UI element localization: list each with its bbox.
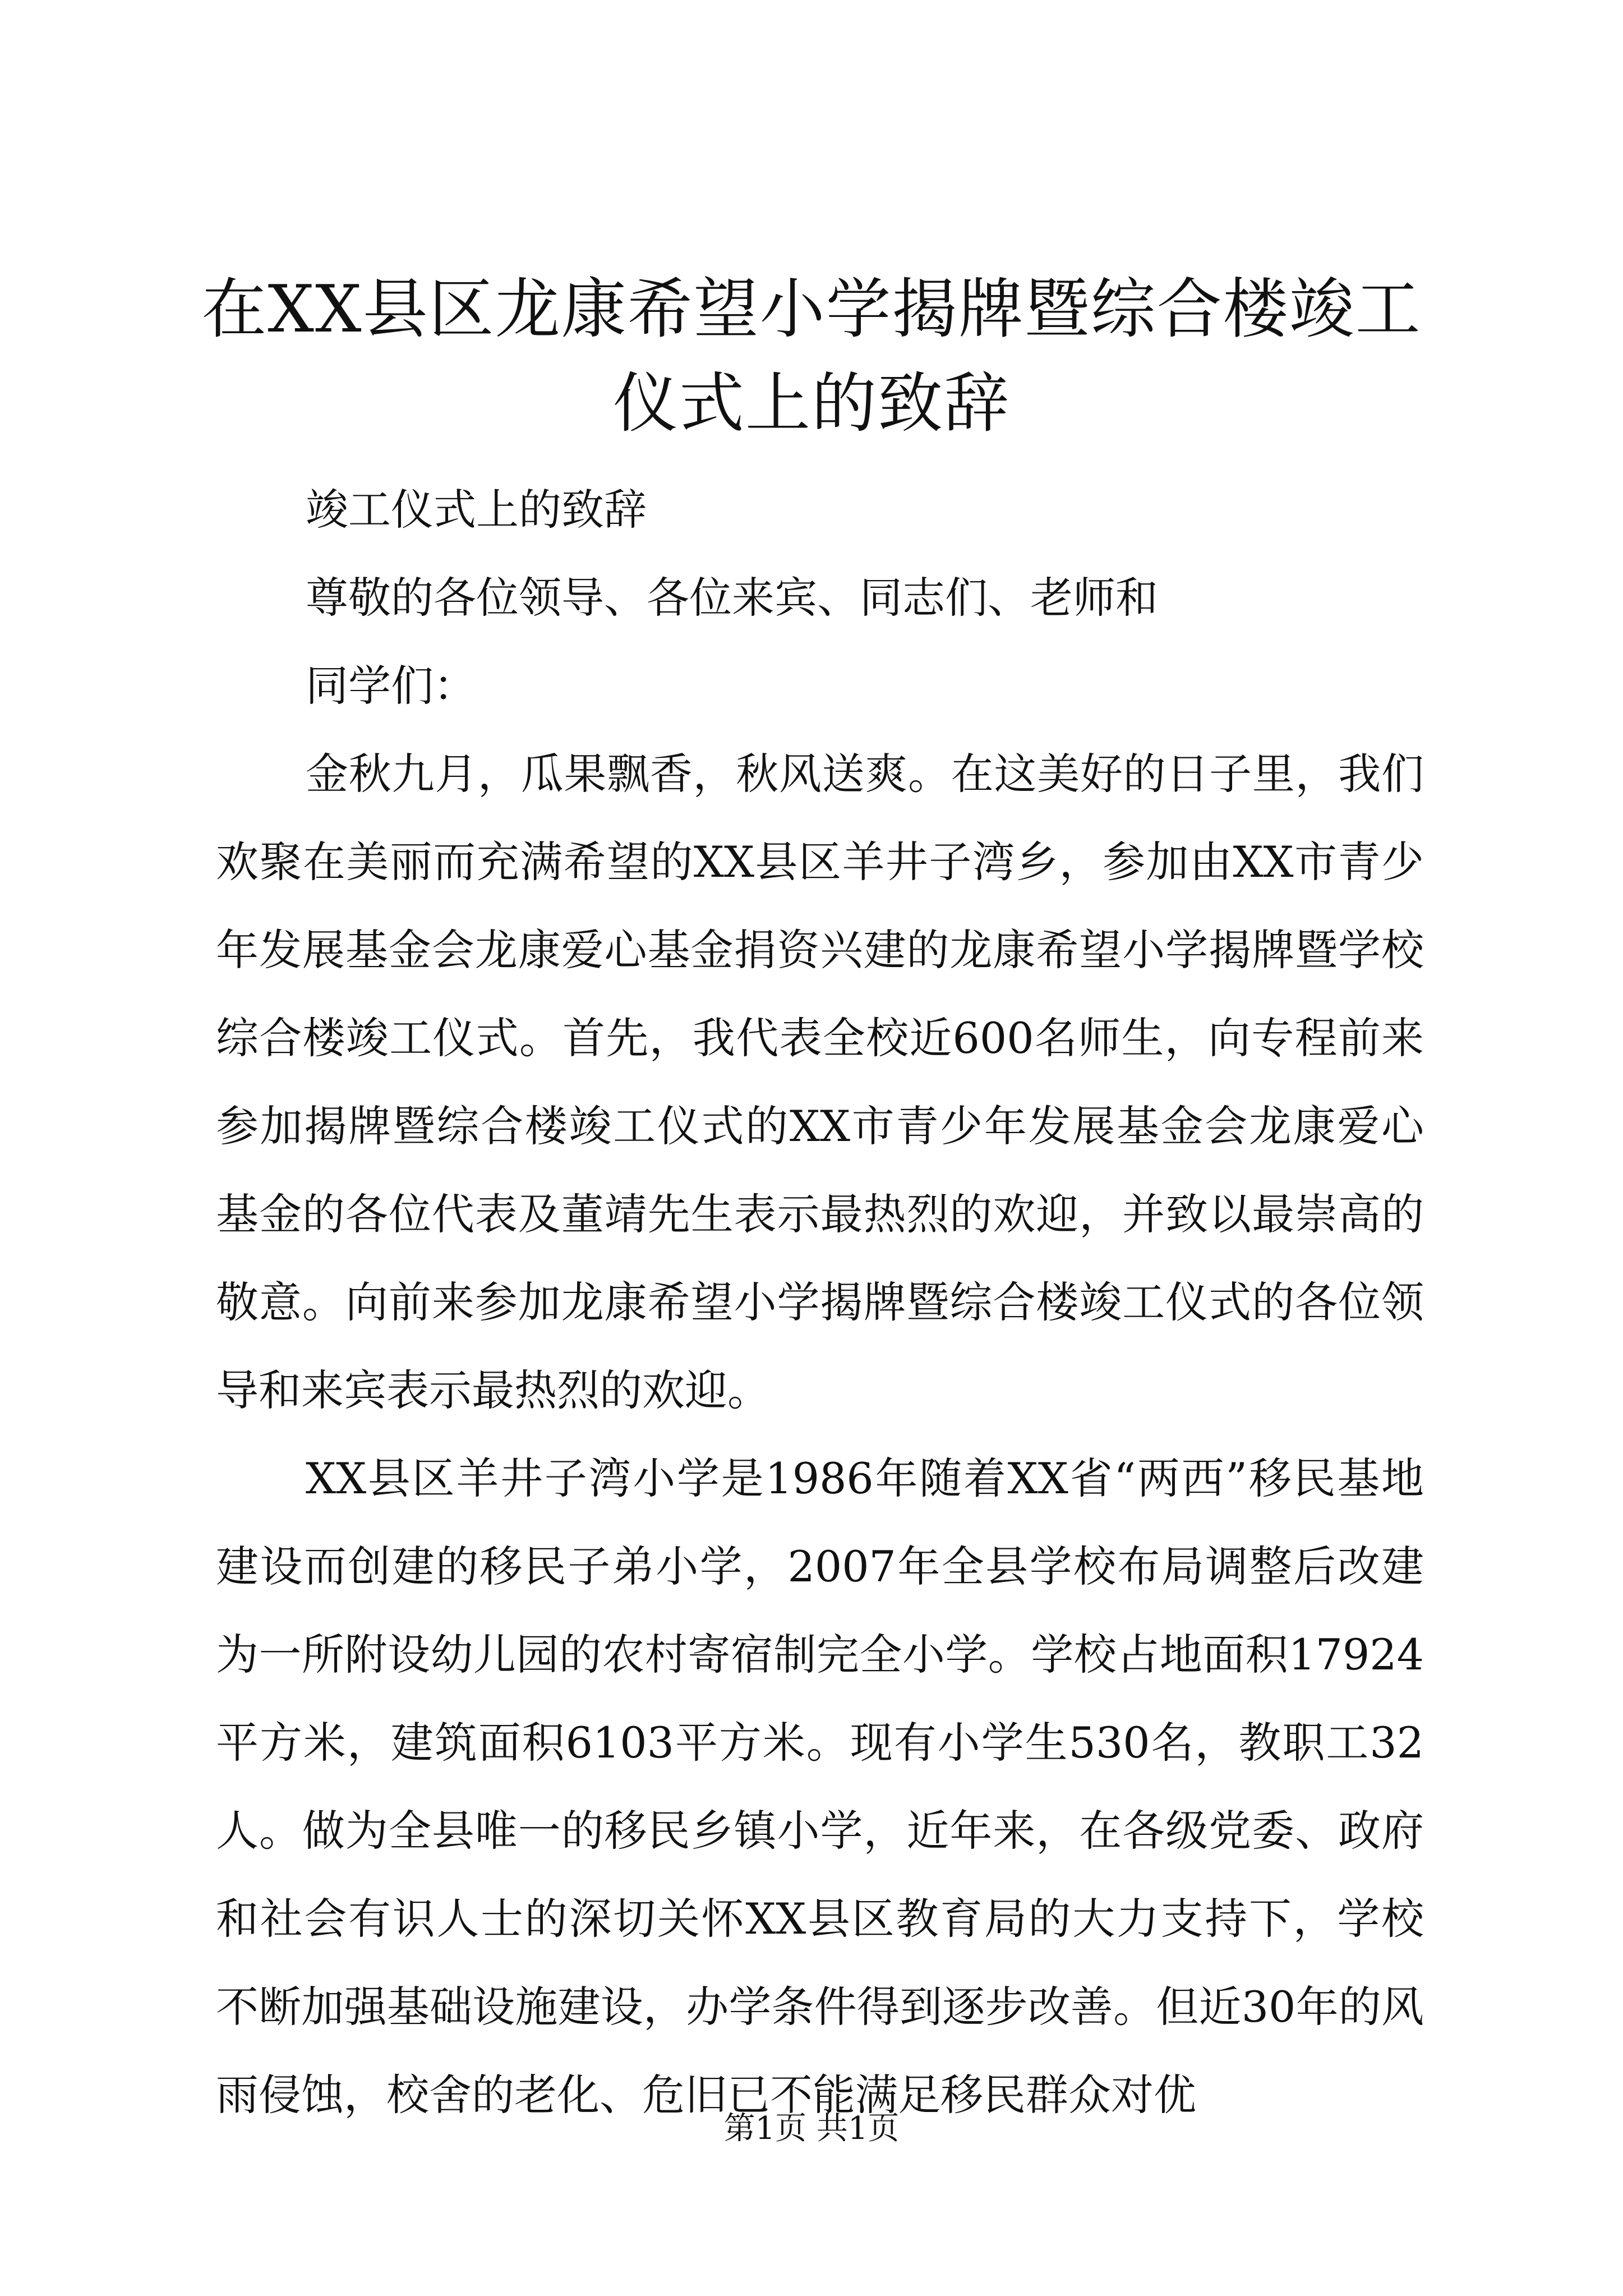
paragraph-salutation-cont: 同学们： [306,661,476,711]
document-title: 在XX县区龙康希望小学揭牌暨综合楼竣工仪式上的致辞 [201,272,1422,441]
paragraph-salutation: 尊敬的各位领导、各位来宾、同志们、老师和 [306,573,1158,623]
page-footer: 第1页 共1页 [723,2110,900,2147]
paragraph-opening: 金秋九月，瓜果飘香，秋风送爽。在这美好的日子里，我们欢聚在美丽而充满希望的XX县区羊井子湾乡，参加由XX市青少年发展基金会龙康爱心基金捐资兴建的龙康希望小学揭牌暨学校综合楼竣工仪式。首先，我代表全校近600名师生，向专程前来参加揭牌暨综合楼竣工仪式的XX市青少年发展基金会龙康爱心基金的各位代表及董靖先生表示最热烈的欢迎，并致以最崇高的敬意。向前来参加龙康希望小学揭牌暨综合楼竣工仪式的各位领导和来宾表示最热烈的欢迎。 [216,749,1424,1415]
document-body [216,466,1424,2139]
paragraph-subtitle: 竣工仪式上的致辞 [306,485,647,535]
paragraph-school-history: XX县区羊井子湾小学是1986年随着XX省“两西”移民基地建设而创建的移民子弟小学，2007年全县学校布局调整后改建为一所附设幼儿园的农村寄宿制完全小学。学校占地面积17924平方米，建筑面积6103平方米。现有小学生530名，教职工32人。做为全县唯一的移民乡镇小学，近年来，在各级党委、政府和社会有识人士的深切关怀XX县区教育局的大力支持下，学校不断加强基础设施建设，办学条件得到逐步改善。但近30年的风雨侵蚀，校舍的老化、危旧已不能满足移民群众对优 [216,1453,1424,2120]
